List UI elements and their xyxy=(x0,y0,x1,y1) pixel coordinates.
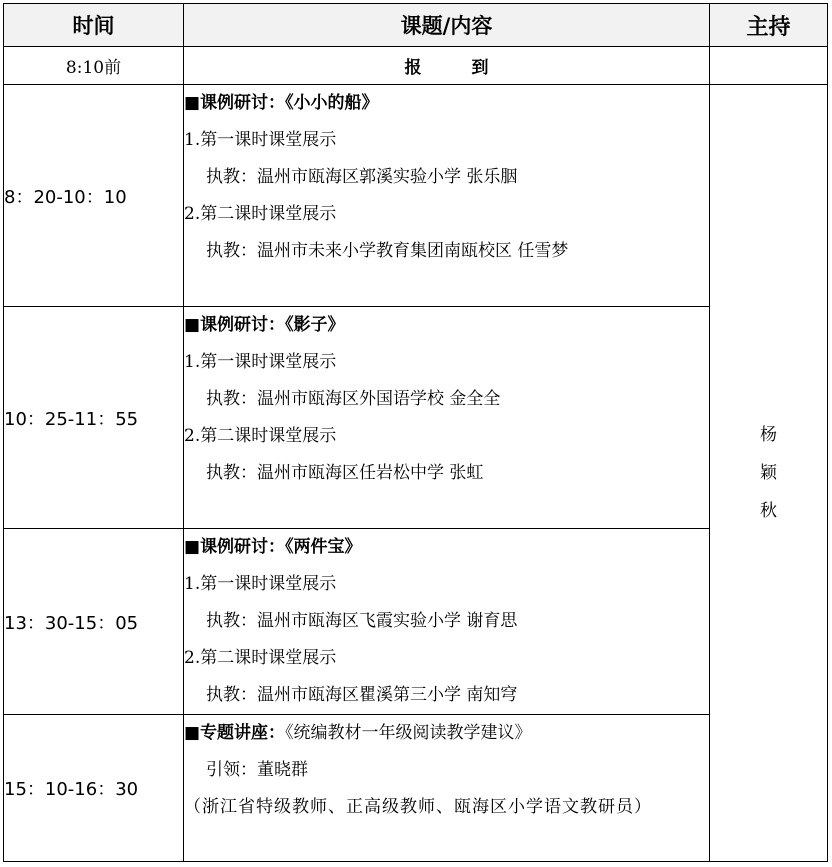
lecture-note: （浙江省特级教师、正高级教师、瓯海区小学语文教研员） xyxy=(184,797,652,817)
item-label: 2.第二课时课堂展示 xyxy=(184,204,337,224)
session-row xyxy=(4,715,828,862)
session-title-prefix: 课例研讨： xyxy=(200,315,286,335)
session-title-prefix: 课例研讨： xyxy=(200,537,286,557)
session-title xyxy=(184,715,709,752)
session-title xyxy=(184,529,709,566)
host-name-char: 秋 xyxy=(760,501,777,521)
session-title-text: 《影子》 xyxy=(285,315,345,335)
session-time: 8：20-10：10 xyxy=(4,85,184,307)
header-content: 课题/内容 xyxy=(184,4,710,47)
arrival-time: 8:10前 xyxy=(4,47,184,85)
header-host: 主持 xyxy=(710,4,828,47)
session-title-text: 《小小的船》 xyxy=(285,93,379,113)
schedule-table xyxy=(3,3,828,862)
header-row xyxy=(4,4,828,47)
item-teacher: 执教：温州市瓯海区郭溪实验小学 张乐胭 xyxy=(206,167,518,187)
session-row xyxy=(4,85,828,307)
item-label: 1.第一课时课堂展示 xyxy=(184,130,337,150)
item-teacher: 执教：温州市瓯海区飞霞实验小学 谢育思 xyxy=(206,611,518,631)
session-title-prefix: 课例研讨： xyxy=(200,93,286,113)
session-title xyxy=(184,85,709,122)
square-marker-icon: ■ xyxy=(184,93,201,113)
square-marker-icon: ■ xyxy=(184,723,201,743)
session-content xyxy=(184,307,710,529)
session-content xyxy=(184,715,710,862)
session-title-prefix: 专题讲座： xyxy=(200,723,286,743)
arrival-host-empty xyxy=(710,47,828,85)
item-teacher: 执教：温州市未来小学教育集团南瓯校区 任雪梦 xyxy=(206,241,569,261)
session-title-text: 《两件宝》 xyxy=(285,537,362,557)
host-name-char: 颖 xyxy=(760,463,777,483)
item-label: 1.第一课时课堂展示 xyxy=(184,352,337,372)
item-teacher: 执教：温州市瓯海区瞿溪第三小学 南知穹 xyxy=(206,685,518,705)
host-cell xyxy=(710,85,828,862)
host-name xyxy=(710,416,827,530)
header-time: 时间 xyxy=(4,4,184,47)
item-label: 1.第一课时课堂展示 xyxy=(184,574,337,594)
session-time: 10：25-11：55 xyxy=(4,307,184,529)
square-marker-icon: ■ xyxy=(184,315,201,335)
session-content xyxy=(184,529,710,715)
session-row xyxy=(4,307,828,529)
session-time: 15：10-16：30 xyxy=(4,715,184,862)
item-teacher: 执教：温州市瓯海区任岩松中学 张虹 xyxy=(206,463,484,483)
session-title-text: 《统编教材一年级阅读教学建议》 xyxy=(285,723,532,743)
item-teacher: 执教：温州市瓯海区外国语学校 金全全 xyxy=(206,389,501,409)
square-marker-icon: ■ xyxy=(184,537,201,557)
arrival-cell xyxy=(184,47,710,85)
session-row xyxy=(4,529,828,715)
lecture-lead: 引领：董晓群 xyxy=(206,760,308,780)
session-content xyxy=(184,85,710,307)
host-name-char: 杨 xyxy=(760,425,777,445)
item-label: 2.第二课时课堂展示 xyxy=(184,426,337,446)
arrival-label: 报 到 xyxy=(404,58,511,78)
arrival-row xyxy=(4,47,828,85)
item-label: 2.第二课时课堂展示 xyxy=(184,648,337,668)
session-title xyxy=(184,307,709,344)
session-time: 13：30-15：05 xyxy=(4,529,184,715)
